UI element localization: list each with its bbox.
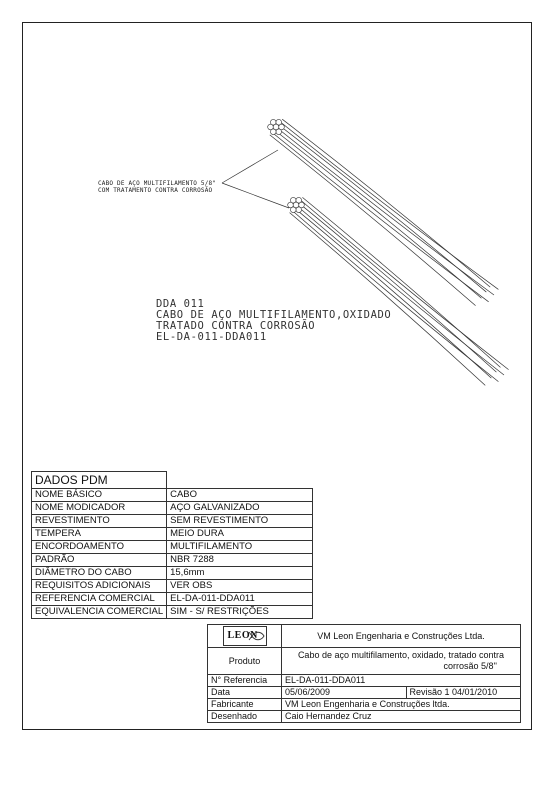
revisao-value: Revisão 1 04/01/2010	[406, 687, 520, 699]
pdm-row	[32, 489, 313, 502]
desenhado-row	[208, 711, 521, 723]
referencia-row	[208, 675, 521, 687]
data-value: 05/06/2009	[282, 687, 407, 699]
pdm-row-label: EQUIVALENCIA COMERCIAL	[32, 606, 167, 619]
pdm-row	[32, 554, 313, 567]
pdm-title-row	[32, 472, 313, 489]
wire-end	[293, 202, 299, 208]
pdm-row-value: MEIO DURA	[167, 528, 313, 541]
title-block-header-row	[208, 625, 521, 648]
pdm-title-blank	[167, 472, 313, 489]
pdm-row-value: NBR 7288	[167, 554, 313, 567]
cable-callout-label	[98, 180, 216, 194]
pdm-row-label: PADRÃO	[32, 554, 167, 567]
pdm-row-value: 15,6mm	[167, 567, 313, 580]
pdm-row	[32, 567, 313, 580]
pdm-row-label: DIÂMETRO DO CABO	[32, 567, 167, 580]
data-row	[208, 687, 521, 699]
cable-strand	[282, 119, 490, 287]
pdm-row-label: NOME MODICADOR	[32, 502, 167, 515]
logo-cell	[208, 625, 282, 648]
pdm-row-label: REFERENCIA COMERCIAL	[32, 593, 167, 606]
data-label: Data	[208, 687, 282, 699]
produto-value	[282, 648, 521, 675]
pdm-title: DADOS PDM	[32, 472, 167, 489]
pdm-row	[32, 502, 313, 515]
pdm-row-label: ENCORDOAMENTO	[32, 541, 167, 554]
cable-strand	[270, 135, 476, 306]
description-line-3: TRATADO CONTRA CORROSÃO	[156, 320, 316, 332]
description-line-4: EL-DA-011-DDA011	[156, 331, 267, 343]
fabricante-row	[208, 699, 521, 711]
title-block	[207, 624, 521, 723]
company-logo	[223, 626, 267, 646]
produto-row	[208, 648, 521, 675]
pdm-row-value: AÇO GALVANIZADO	[167, 502, 313, 515]
logo-text: LEON	[227, 630, 258, 641]
lower-cable	[288, 197, 509, 385]
desenhado-value: Caio Hernandez Cruz	[282, 711, 521, 723]
pdm-row-label: REQUISITOS ADICIONAIS	[32, 580, 167, 593]
pdm-data-table	[31, 471, 313, 619]
produto-label: Produto	[208, 648, 282, 675]
pdm-row-label: TEMPERA	[32, 528, 167, 541]
pdm-row	[32, 515, 313, 528]
description-line-2: CABO DE AÇO MULTIFILAMENTO,OXIDADO	[156, 309, 392, 321]
wire-end	[273, 124, 279, 130]
produto-line-1: Cabo de aço multifilamento, oxidado, tratado contra	[297, 650, 505, 660]
description-line-1: DDA 011	[156, 298, 205, 310]
pdm-row	[32, 528, 313, 541]
callout-leaders	[222, 150, 289, 208]
pdm-row-value: EL-DA-011-DDA011	[167, 593, 313, 606]
pdm-row	[32, 541, 313, 554]
pdm-row-value: MULTIFILAMENTO	[167, 541, 313, 554]
pdm-row-value: CABO	[167, 489, 313, 502]
fabricante-label: Fabricante	[208, 699, 282, 711]
pdm-row-value: VER OBS	[167, 580, 313, 593]
cable-strand	[278, 124, 486, 292]
pdm-row-value: SIM - S/ RESTRIÇÕES	[167, 606, 313, 619]
fabricante-value: VM Leon Engenharia e Construções ltda.	[282, 699, 521, 711]
produto-line-2: corrosão 5/8''	[443, 661, 497, 671]
pdm-row	[32, 580, 313, 593]
desenhado-label: Desenhado	[208, 711, 282, 723]
drawing-description	[156, 299, 391, 343]
callout-line-2: COM TRATAMENTO CONTRA CORROSÃO	[98, 187, 213, 194]
referencia-label: N° Referencia	[208, 675, 282, 687]
pdm-row	[32, 606, 313, 619]
cable-strand	[272, 132, 489, 302]
callout-line-1: CABO DE AÇO MULTIFILAMENTO 5/8"	[98, 180, 217, 187]
referencia-value: EL-DA-011-DDA011	[282, 675, 521, 687]
company-name: VM Leon Engenharia e Construções Ltda.	[282, 625, 521, 648]
fish-icon	[224, 627, 266, 645]
pdm-row-label: REVESTIMENTO	[32, 515, 167, 528]
pdm-row	[32, 593, 313, 606]
cable-strand	[292, 210, 499, 382]
pdm-row-label: NOME BÁSICO	[32, 489, 167, 502]
pdm-row-value: SEM REVESTIMENTO	[167, 515, 313, 528]
